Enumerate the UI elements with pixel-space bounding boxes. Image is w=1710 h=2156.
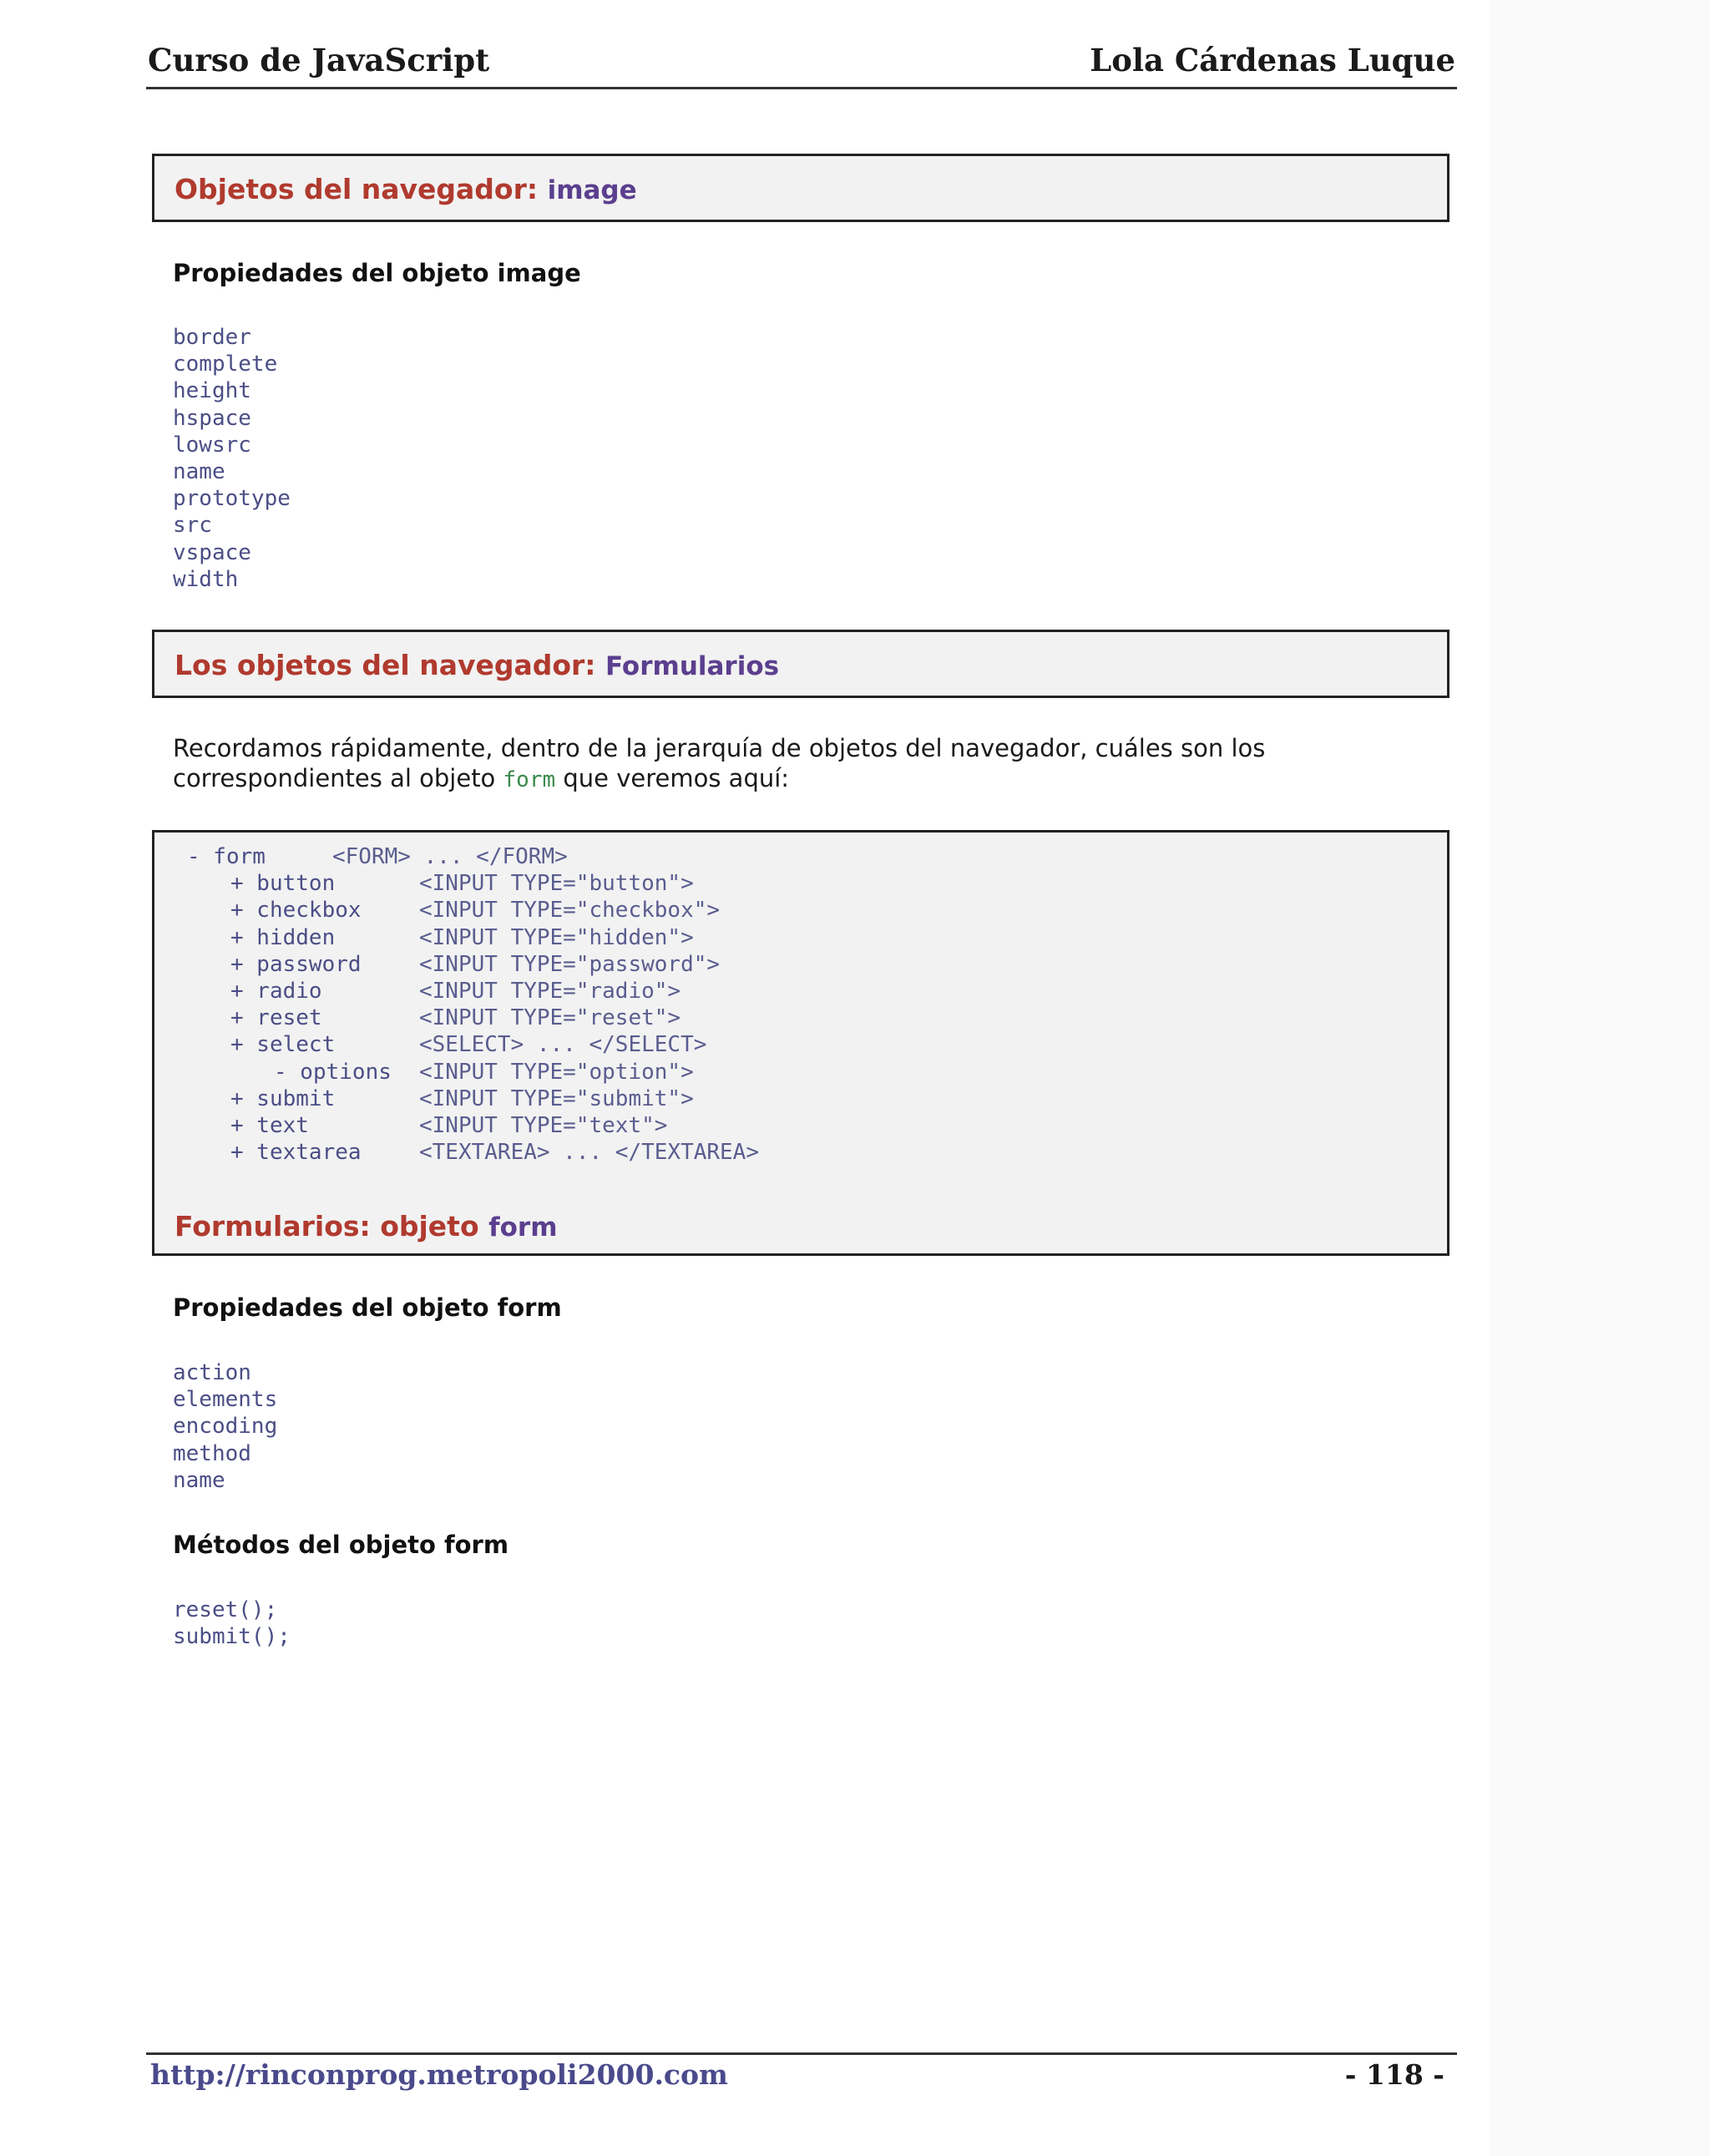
hierarchy-html-tag: <SELECT> ... </SELECT> — [419, 1032, 707, 1058]
section-image-title-keyword: image — [547, 175, 637, 205]
list-item: encoding — [173, 1414, 278, 1440]
forms-hierarchy-box — [152, 830, 1449, 1256]
hierarchy-html-tag: <INPUT TYPE="button"> — [419, 871, 694, 897]
list-item: lowsrc — [173, 432, 251, 458]
hierarchy-html-tag: <INPUT TYPE="password"> — [419, 951, 721, 977]
section-image-title — [175, 173, 637, 205]
hierarchy-object-name: + checkbox — [230, 898, 362, 924]
header-author: Lola Cárdenas Luque — [1090, 42, 1455, 78]
hierarchy-html-tag: <INPUT TYPE="reset"> — [419, 1005, 681, 1031]
list-item: name — [173, 1467, 225, 1493]
hierarchy-object-name: + text — [230, 1112, 309, 1138]
forms-intro-text-after: que veremos aquí: — [563, 764, 790, 792]
section-form-object-title-keyword: form — [488, 1212, 558, 1242]
list-item: submit(); — [173, 1624, 291, 1650]
list-item: border — [173, 325, 251, 350]
section-forms-title — [175, 649, 779, 681]
hierarchy-object-name: + password — [230, 951, 362, 977]
section-form-object-title-main: Formularios: objeto — [175, 1210, 479, 1242]
form-methods-list — [173, 1597, 291, 1650]
hierarchy-html-tag: <FORM> ... </FORM> — [332, 844, 568, 869]
hierarchy-object-name: + button — [230, 871, 336, 897]
hierarchy-html-tag: <INPUT TYPE="checkbox"> — [419, 898, 721, 924]
hierarchy-object-name: + submit — [230, 1086, 336, 1111]
section-forms-title-keyword: Formularios — [605, 651, 780, 681]
forms-intro-code: form — [503, 767, 556, 792]
form-methods-heading: Métodos del objeto form — [173, 1531, 509, 1559]
section-image-title-main: Objetos del navegador: — [175, 173, 539, 205]
hierarchy-html-tag: <TEXTAREA> ... </TEXTAREA> — [419, 1140, 759, 1166]
footer-site-link[interactable]: http://rinconprog.metropoli2000.com — [150, 2058, 728, 2091]
list-item: name — [173, 459, 225, 485]
list-item: vspace — [173, 539, 251, 565]
form-properties-list — [173, 1359, 277, 1494]
hierarchy-html-tag: <INPUT TYPE="text"> — [419, 1112, 668, 1138]
list-item: width — [173, 566, 239, 592]
image-properties-heading: Propiedades del objeto image — [173, 259, 581, 287]
section-forms-title-main: Los objetos del navegador: — [175, 649, 596, 681]
hierarchy-object-name: + hidden — [230, 924, 336, 950]
list-item: action — [173, 1360, 251, 1385]
list-item: elements — [173, 1387, 278, 1413]
page-margin-strip — [1489, 0, 1710, 2156]
image-properties-list — [173, 324, 291, 593]
section-forms-title-box — [152, 630, 1449, 698]
hierarchy-object-name: + textarea — [230, 1140, 362, 1166]
hierarchy-object-name: + radio — [230, 978, 322, 1004]
hierarchy-html-tag: <INPUT TYPE="option"> — [419, 1059, 694, 1085]
section-form-object-title — [175, 1210, 558, 1242]
form-properties-heading: Propiedades del objeto form — [173, 1293, 562, 1322]
list-item: complete — [173, 352, 278, 377]
hierarchy-html-tag: <INPUT TYPE="hidden"> — [419, 924, 694, 950]
footer-page-number: - 118 - — [1344, 2058, 1444, 2091]
list-item: height — [173, 378, 251, 404]
forms-intro-text-before: Recordamos rápidamente, dentro de la jerarquía de objetos del navegador, cuáles son los correspondientes al objeto — [173, 734, 1266, 792]
page-header — [146, 42, 1457, 84]
list-item: hspace — [173, 405, 251, 431]
footer-rule — [146, 2052, 1457, 2055]
hierarchy-html-tag: <INPUT TYPE="submit"> — [419, 1086, 694, 1111]
section-image-title-box — [152, 154, 1449, 222]
forms-intro-paragraph — [173, 733, 1425, 795]
hierarchy-object-name: - form — [187, 844, 266, 869]
header-course-title: Curso de JavaScript — [148, 42, 490, 78]
list-item: prototype — [173, 486, 291, 512]
header-rule — [146, 87, 1457, 89]
list-item: reset(); — [173, 1597, 278, 1622]
hierarchy-object-name: + reset — [230, 1005, 322, 1031]
list-item: src — [173, 513, 212, 539]
list-item: method — [173, 1440, 251, 1466]
hierarchy-object-name: + select — [230, 1032, 336, 1058]
hierarchy-object-name: - options — [274, 1059, 392, 1085]
hierarchy-html-tag: <INPUT TYPE="radio"> — [419, 978, 681, 1004]
